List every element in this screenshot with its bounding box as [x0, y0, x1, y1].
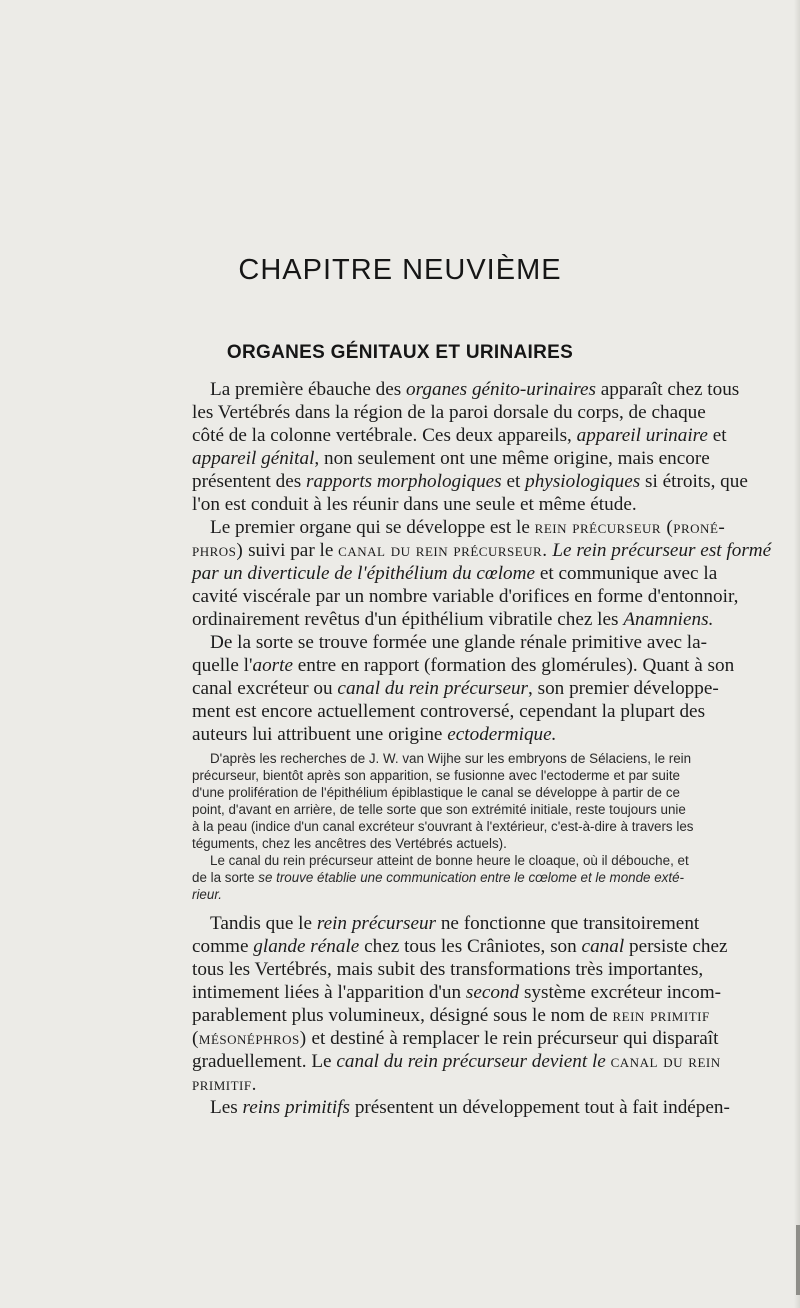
- text-line: Tandis que le rein précurseur ne fonctionne que transitoirement: [210, 913, 700, 934]
- note-line: D'après les recherches de J. W. van Wijhe sur les embryons de Sélaciens, le rein: [210, 751, 692, 766]
- note-line: de la sorte se trouve établie une communication entre le cœlome et le monde exté-: [192, 870, 684, 885]
- text-line: ment est encore actuellement controversé, cependant la plupart des: [192, 701, 706, 722]
- text-line: appareil génital, non seulement ont une même origine, mais encore: [192, 448, 710, 469]
- text-line: canal excréteur ou canal du rein précurseur, son premier développe-: [192, 678, 719, 699]
- text-line: l'on est conduit à les réunir dans une seule et même étude.: [192, 494, 637, 515]
- text-line: Les reins primitifs présentent un développement tout à fait indépen-: [210, 1097, 730, 1118]
- text-line: côté de la colonne vertébrale. Ces deux appareils, appareil urinaire et: [192, 425, 727, 446]
- text-line: (mésonéphros) et destiné à remplacer le rein précurseur qui disparaît: [192, 1028, 719, 1049]
- note-line: d'une prolifération de l'épithélium épiblastique le canal se développe à partir de ce: [192, 785, 680, 800]
- note-line: rieur.: [192, 887, 223, 902]
- text-line: De la sorte se trouve formée une glande rénale primitive avec la-: [210, 632, 708, 653]
- text-line: par un diverticule de l'épithélium du cœlome et communique avec la: [192, 563, 718, 584]
- text-line: auteurs lui attribuent une origine ectodermique.: [192, 724, 557, 745]
- text-line: intimement liées à l'apparition d'un second système excréteur incom-: [192, 982, 722, 1003]
- page-edge: [794, 0, 800, 1308]
- text-line: comme glande rénale chez tous les Crâniotes, son canal persiste chez: [192, 936, 728, 957]
- text-line: ordinairement revêtus d'un épithélium vibratile chez les Anamniens.: [192, 609, 714, 630]
- text-line: Le premier organe qui se développe est le rein précurseur (proné-: [210, 517, 726, 538]
- note-line: à la peau (indice d'un canal excréteur s'ouvrant à l'extérieur, c'est-à-dire à travers les: [192, 819, 694, 834]
- text-line: présentent des rapports morphologiques et physiologiques si étroits, que: [192, 471, 748, 492]
- text-line: tous les Vertébrés, mais subit des transformations très importantes,: [192, 959, 704, 980]
- text-line: phros) suivi par le canal du rein précurseur. Le rein précurseur est formé: [192, 540, 772, 561]
- text-line: La première ébauche des organes génito-urinaires apparaît chez tous: [210, 379, 740, 400]
- note-line: téguments, chez les ancêtres des Vertébrés actuels).: [192, 836, 507, 851]
- text-line: primitif.: [192, 1074, 257, 1095]
- page-edge-shadow: [796, 1225, 800, 1295]
- text-line: cavité viscérale par un nombre variable d'orifices en forme d'entonnoir,: [192, 586, 739, 607]
- text-line: les Vertébrés dans la région de la paroi dorsale du corps, de chaque: [192, 402, 706, 423]
- note-line: point, d'avant en arrière, de telle sorte que son extrémité initiale, reste toujours unie: [192, 802, 686, 817]
- note-line: Le canal du rein précurseur atteint de bonne heure le cloaque, où il débouche, et: [210, 853, 689, 868]
- text-line: parablement plus volumineux, désigné sous le nom de rein primitif: [192, 1005, 710, 1026]
- section-title: ORGANES GÉNITAUX ET URINAIRES: [226, 342, 574, 363]
- note-line: précurseur, bientôt après son apparition, se fusionne avec l'ectoderme et par suite: [192, 768, 680, 783]
- text-line: graduellement. Le canal du rein précurseur devient le canal du rein: [192, 1051, 721, 1072]
- text-line: quelle l'aorte entre en rapport (formation des glomérules). Quant à son: [192, 655, 735, 676]
- chapter-title: CHAPITRE NEUVIÈME: [238, 254, 562, 286]
